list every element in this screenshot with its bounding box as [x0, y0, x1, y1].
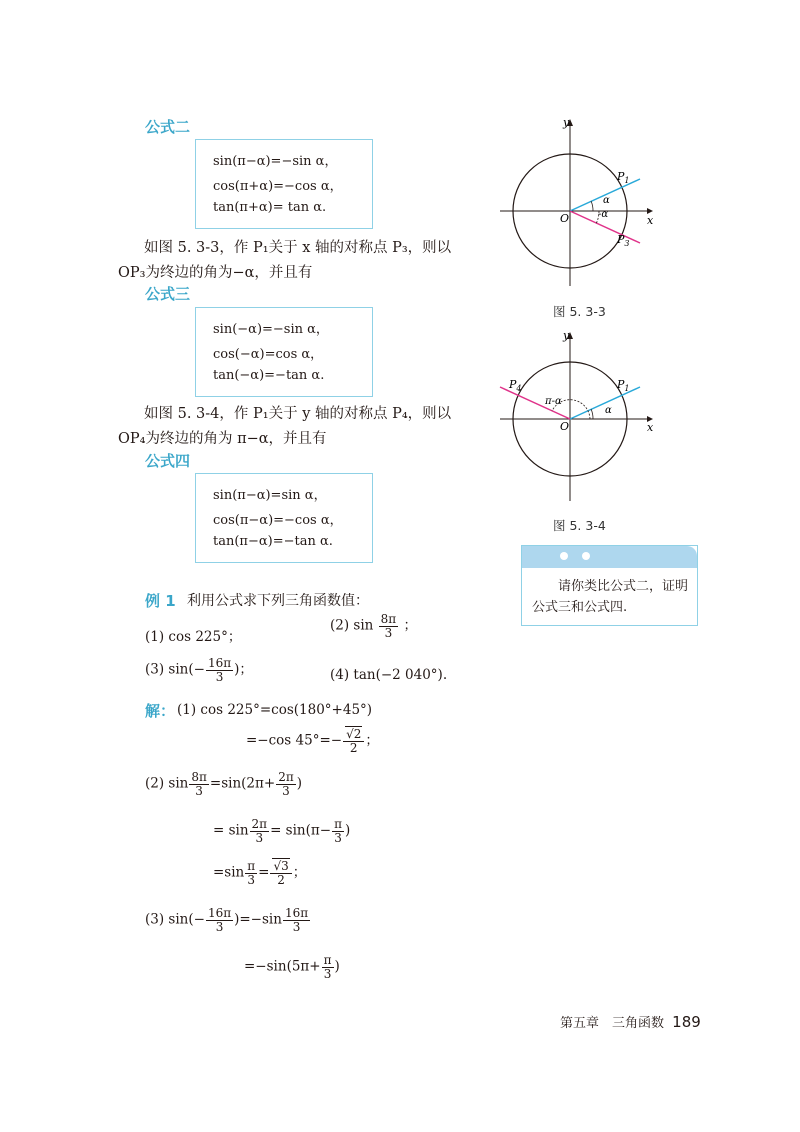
x-label: x — [647, 421, 654, 434]
problem-3: (3) sin(− $\frac{16\pi}{3}$ )； — [145, 656, 253, 684]
solution-line: (3) sin(− $\frac{16\pi}{3}$ )=−sin $\frac{16\pi}{3}$ — [145, 906, 309, 934]
problem-2: (2) sin $\frac{8\pi}{3}$ ； — [330, 612, 417, 640]
solution-line: (2) sin $\frac{8\pi}{3}$ =sin(2π+ $\frac{2\pi}{3}$ ) — [145, 770, 302, 798]
p4-label: $P_4$ — [509, 378, 522, 393]
figure-caption: 图 5. 3-4 — [553, 518, 606, 533]
neg-alpha-label: -α — [598, 209, 609, 220]
alpha-label: α — [603, 195, 610, 206]
page-footer — [560, 1012, 701, 1031]
paragraph-line: 如图 5. 3-4，作 P₁关于 y 轴的对称点 P₄，则以 — [144, 406, 452, 422]
think-note-box — [521, 545, 698, 626]
paragraph-line: OP₄为终边的角为 π−α，并且有 — [118, 431, 327, 447]
formula2-title: 公式二 — [145, 118, 191, 136]
p1-label: $P_1$ — [617, 378, 630, 393]
y-label: y — [563, 116, 570, 129]
solution-line: =sin $\frac{\pi}{3}$ = $\frac{√3}{2}$ ； — [213, 859, 307, 887]
note-text: 请你类比公式二，证明公式三和公式四. — [532, 579, 689, 615]
origin-label: O — [560, 420, 570, 433]
formula-line: tan(π−α)=−tan α. — [213, 534, 333, 549]
formula-line: sin(π−α)=sin α， — [213, 488, 327, 503]
dot-icon — [560, 552, 568, 560]
formula-line: cos(−α)=cos α， — [213, 347, 324, 362]
formula3-box — [195, 307, 373, 397]
p1-label: $P_1$ — [617, 170, 630, 185]
solution-line: (1) cos 225°=cos(180°+45°) — [177, 702, 373, 718]
alpha-label: α — [605, 405, 612, 416]
note-tab — [522, 546, 697, 568]
example-label: 例 1 — [145, 592, 176, 610]
solution-line: =−cos 45°=− $\frac{√2}{2}$ ； — [246, 727, 379, 755]
page-number: 189 — [672, 1013, 701, 1031]
x-label: x — [647, 214, 654, 227]
formula2-box — [195, 139, 373, 229]
chapter-title: 第五章 三角函数 — [560, 1016, 665, 1031]
formula4-title: 公式四 — [145, 452, 191, 470]
formula-line: cos(π−α)=−cos α， — [213, 513, 343, 528]
formula4-box — [195, 473, 373, 563]
paragraph-line: OP₃为终边的角为−α，并且有 — [118, 265, 313, 281]
formula-line: tan(π+α)= tan α. — [213, 200, 327, 215]
y-label: y — [563, 331, 570, 342]
figure-caption: 图 5. 3-3 — [553, 304, 606, 319]
origin-label: O — [560, 212, 570, 225]
example-text: 利用公式求下列三角函数值： — [187, 593, 369, 609]
formula-line: cos(π+α)=−cos α， — [213, 179, 343, 194]
problem-4: (4) tan(−2 040°). — [330, 667, 448, 683]
dot-icon — [582, 552, 590, 560]
figure-5-3-3 — [495, 116, 665, 291]
formula3-title: 公式三 — [145, 285, 191, 303]
solution-label: 解： — [145, 702, 176, 720]
p3-label: $P_3$ — [617, 233, 630, 248]
formula-line: sin(−α)=−sin α， — [213, 322, 329, 337]
formula-line: sin(π−α)=−sin α， — [213, 154, 338, 169]
figure-5-3-4 — [495, 331, 665, 506]
paragraph-line: 如图 5. 3-3，作 P₁关于 x 轴的对称点 P₃，则以 — [144, 240, 452, 256]
solution-line: = sin $\frac{2\pi}{3}$ = sin(π− $\frac{\pi}{3}$ ) — [213, 817, 351, 845]
angle-arc-alpha — [591, 409, 593, 419]
problem-1: (1) cos 225°； — [145, 629, 242, 645]
solution-line: =−sin(5π+ $\frac{\pi}{3}$ ) — [244, 953, 340, 981]
formula-line: tan(−α)=−tan α. — [213, 368, 325, 383]
angle-arc-alpha — [591, 201, 593, 211]
pi-minus-alpha-label: π-α — [545, 396, 562, 407]
